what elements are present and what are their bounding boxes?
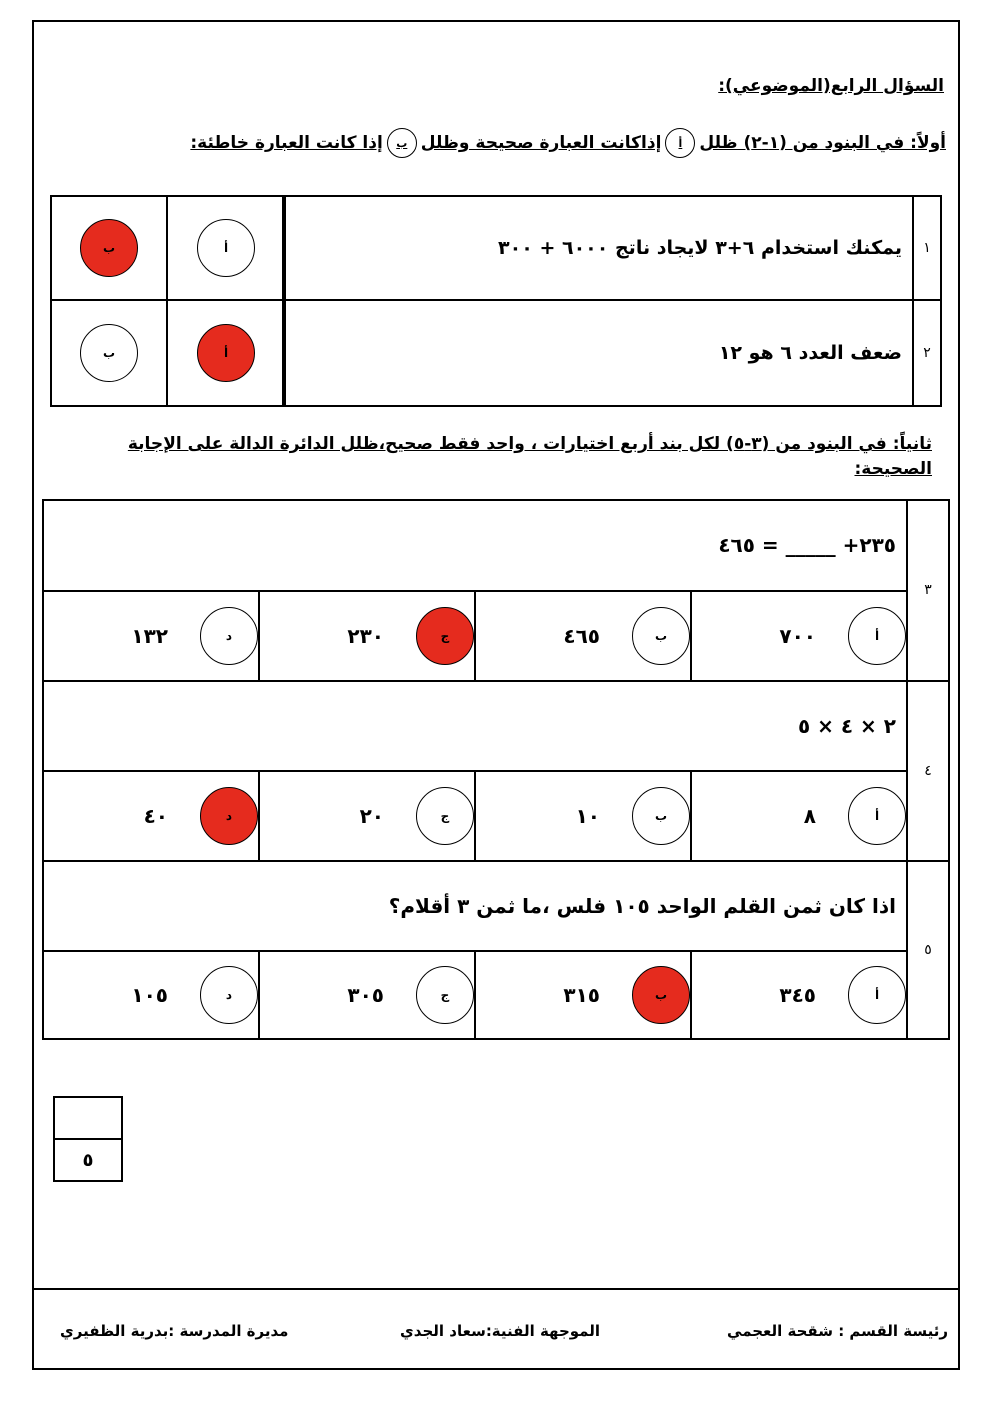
tf-row bbox=[52, 197, 940, 301]
mcq-stem: اذا كان ثمن القلم الواحد ١٠٥ فلس ،ما ثمن ٣ أقلام؟ bbox=[42, 860, 906, 950]
option-circle-c[interactable]: ج bbox=[416, 787, 474, 845]
mcq-item-number: ٣ bbox=[906, 499, 948, 680]
score-earned-field[interactable] bbox=[55, 1098, 121, 1140]
tf-item-number: ١ bbox=[912, 197, 940, 299]
signature-head-of-dept: رئيسة القسم : شقحة العجمي bbox=[727, 1322, 948, 1340]
option-circle-a[interactable]: أ bbox=[848, 787, 906, 845]
tf-option-b-selected[interactable]: ب bbox=[80, 219, 138, 277]
question-heading: السؤال الرابع(الموضوعي): bbox=[718, 76, 944, 96]
option-value: ٣٠٥ bbox=[347, 983, 384, 1007]
option-value: ٢٠ bbox=[359, 804, 384, 828]
legend-circle-a: أ bbox=[665, 128, 695, 158]
tf-statement: يمكنك استخدام ٦+٣ لايجاد ناتج ٦٠٠٠ + ٣٠٠ bbox=[282, 197, 912, 299]
option-value: ٨ bbox=[803, 804, 816, 828]
mcq-stem: ٢ × ٤ × ٥ bbox=[42, 680, 906, 770]
mcq-option bbox=[258, 772, 474, 860]
part1-instructions bbox=[116, 128, 946, 158]
option-circle-a[interactable]: أ bbox=[848, 607, 906, 665]
tf-option-a[interactable]: أ bbox=[197, 219, 255, 277]
option-circle-d-selected[interactable]: د bbox=[200, 787, 258, 845]
score-max: ٥ bbox=[82, 1149, 94, 1171]
signature-supervisor: الموجهة الفنية:سعاد الجدي bbox=[400, 1322, 600, 1340]
option-value: ٤٦٥ bbox=[563, 624, 600, 648]
true-false-table bbox=[50, 195, 942, 407]
mcq-option bbox=[42, 772, 258, 860]
part1-text-b: إذاكانت العبارة صحيحة وظلل bbox=[420, 133, 662, 153]
option-value: ٤٠ bbox=[143, 804, 168, 828]
mcq-options-row bbox=[42, 950, 906, 1038]
option-circle-a[interactable]: أ bbox=[848, 966, 906, 1024]
option-value: ٧٠٠ bbox=[779, 624, 816, 648]
tf-item-number: ٢ bbox=[912, 301, 940, 405]
mcq-option bbox=[42, 952, 258, 1038]
mcq-item-number: ٤ bbox=[906, 680, 948, 860]
option-circle-d[interactable]: د bbox=[200, 607, 258, 665]
mcq-options-row bbox=[42, 770, 906, 860]
option-value: ٢٣٠ bbox=[347, 624, 384, 648]
option-value: ٣١٥ bbox=[563, 983, 600, 1007]
mcq-option bbox=[42, 592, 258, 680]
option-circle-b[interactable]: ب bbox=[632, 607, 690, 665]
option-circle-b-selected[interactable]: ب bbox=[632, 966, 690, 1024]
option-circle-c-selected[interactable]: ج bbox=[416, 607, 474, 665]
tf-row bbox=[52, 301, 940, 405]
mcq-option bbox=[690, 592, 906, 680]
tf-option-b[interactable]: ب bbox=[80, 324, 138, 382]
mcq-option bbox=[690, 772, 906, 860]
score-box bbox=[53, 1096, 123, 1182]
part2-instructions: ثانياً: في البنود من (٣-٥) لكل بند أربع اختيارات ، واحد فقط صحيح،ظلل الدائرة الدالة على الإجابة الصحيحة: bbox=[127, 434, 932, 479]
option-value: ١٠ bbox=[575, 804, 600, 828]
option-circle-c[interactable]: ج bbox=[416, 966, 474, 1024]
option-circle-d[interactable]: د bbox=[200, 966, 258, 1024]
mcq-options-row bbox=[42, 590, 906, 680]
mcq-option bbox=[258, 592, 474, 680]
mcq-option bbox=[474, 592, 690, 680]
part1-text-c: إذا كانت العبارة خاطئة: bbox=[190, 133, 383, 153]
mcq-option bbox=[474, 772, 690, 860]
option-value: ٣٤٥ bbox=[779, 983, 816, 1007]
signature-principal: مديرة المدرسة :بدرية الظفيري bbox=[60, 1322, 289, 1340]
footer-divider bbox=[32, 1288, 960, 1290]
mcq-option bbox=[258, 952, 474, 1038]
part1-text-a: أولاً: في البنود من (١-٢) ظلل bbox=[699, 133, 946, 153]
mcq-item-number: ٥ bbox=[906, 860, 948, 1038]
page-border-double bbox=[32, 1366, 960, 1370]
option-circle-b[interactable]: ب bbox=[632, 787, 690, 845]
mcq-option bbox=[690, 952, 906, 1038]
mcq-table bbox=[42, 499, 950, 1040]
tf-statement: ضعف العدد ٦ هو ١٢ bbox=[282, 301, 912, 405]
mcq-option bbox=[474, 952, 690, 1038]
option-value: ١٠٥ bbox=[131, 983, 168, 1007]
mcq-stem: ٢٣٥+ _____ = ٤٦٥ bbox=[718, 532, 896, 557]
option-value: ١٣٢ bbox=[131, 624, 168, 648]
tf-option-a-selected[interactable]: أ bbox=[197, 324, 255, 382]
legend-circle-b: ب bbox=[387, 128, 417, 158]
